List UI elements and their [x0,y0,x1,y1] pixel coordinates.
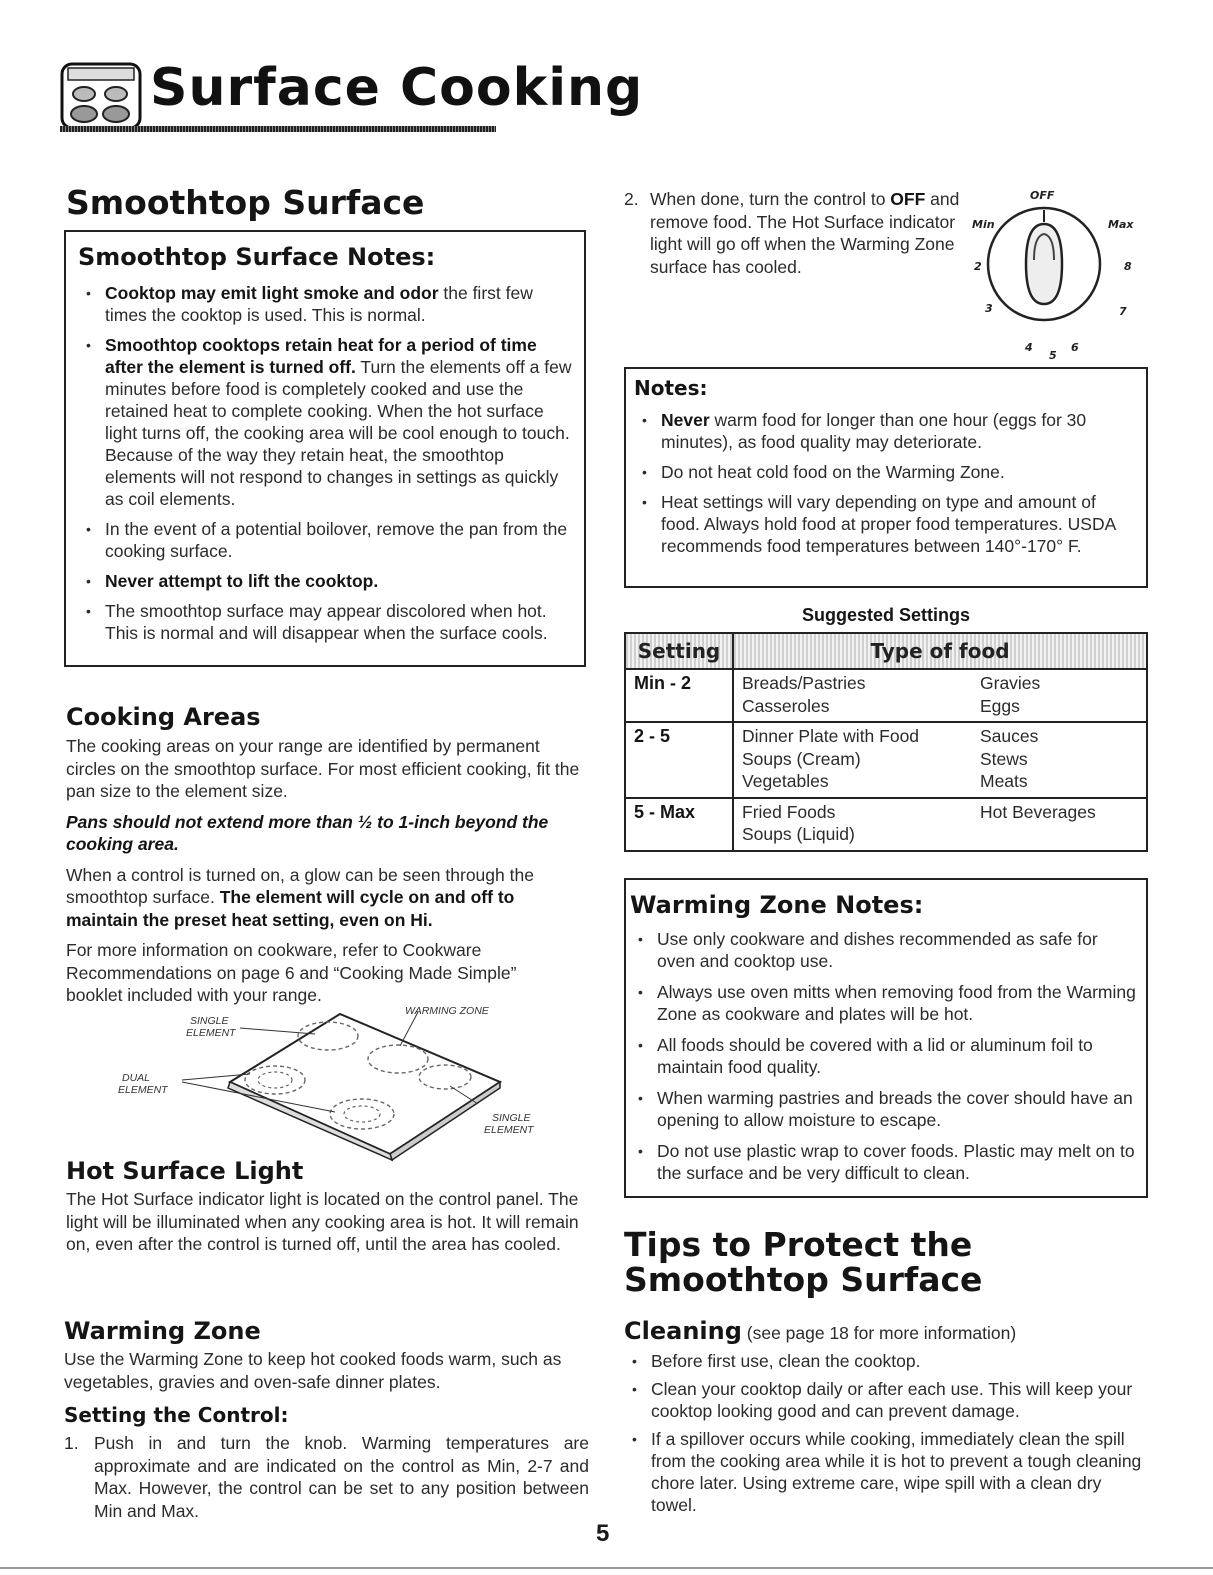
table-row: 2 - 5 Dinner Plate with Food Soups (Cream) Vegetables Sauces Stews Meats [625,722,1147,798]
hot-surface-text: The Hot Surface indicator light is located on the control panel. The light will be illuminated when any cooking area is hot. It will remain on, even after the control is turned off, until the area has cooled. [66,1189,579,1254]
list-item: • Never warm food for longer than one hour (eggs for 30 minutes), as food quality may deteriorate. [634,409,1136,453]
dial-4-label: 4 [1025,341,1033,354]
list-item: • Cooktop may emit light smoke and odor the first few times the cooktop is used. This is normal. [78,282,572,326]
dial-2-label: 2 [974,260,982,273]
bottom-rule [0,1567,1213,1569]
dial-3-label: 3 [985,302,993,315]
list-item: • When warming pastries and breads the cover should have an opening to allow moisture to escape. [630,1087,1138,1131]
dial-min-label: Min [972,218,995,231]
single-element-label: SINGLE ELEMENT [186,1015,236,1039]
smoothtop-heading: Smoothtop Surface [66,183,425,222]
smoothtop-notes-title: Smoothtop Surface Notes: [78,243,436,271]
list-item: • Before first use, clean the cooktop. [624,1350,1144,1372]
cooking-areas-text: The cooking areas on your range are identified by permanent circles on the smoothtop surface. For most efficient cooking, fit the pan size to the element size. Pans should not extend more than ½ to 1-inch beyond the cooking area. When a control is turned on, a glow can be seen through the smoothtop surface. The element will cycle on and off to maintain the preset heat setting, even on Hi. For more information on cookware, refer to Cookware Recommendations on page 6 and “Cooking Made Simple” booklet included with your range. [66,736,580,1005]
suggested-settings-table [624,632,1148,852]
single-element-label-2: SINGLE ELEMENT [484,1112,534,1136]
notes-list [634,409,1136,557]
title-underline [60,126,496,132]
list-item: • Always use oven mitts when removing food from the Warming Zone as cookware and plates will be hot. [630,981,1138,1025]
hot-surface-heading: Hot Surface Light [66,1157,304,1185]
warming-zone-label: WARMING ZONE [405,1005,489,1017]
smoothtop-notes-list [78,282,572,644]
warming-zone-text: Use the Warming Zone to keep hot cooked foods warm, such as vegetables, gravies and oven-safe dinner plates. [64,1349,562,1392]
dual-element-label: DUAL ELEMENT [118,1072,168,1096]
dial-6-label: 6 [1071,341,1079,354]
suggested-settings-title: Suggested Settings [801,605,971,625]
table-row: 5 - Max Fried Foods Soups (Liquid) Hot Beverages [625,798,1147,851]
list-item: • If a spillover occurs while cooking, immediately clean the spill from the cooking area while it is hot to prevent a tough cleaning chore later. Using extreme care, wipe spill with a clean dry towel. [624,1428,1144,1516]
notes-title: Notes: [634,376,708,400]
warming-zone-notes-box [624,878,1148,1198]
list-item: • Do not use plastic wrap to cover foods. Plastic may melt on to the surface and be very difficult to clean. [630,1140,1138,1184]
table-row: Min - 2 Breads/Pastries Casseroles Gravies Eggs [625,669,1147,722]
cooking-areas-heading: Cooking Areas [66,703,261,731]
dial-8-label: 8 [1124,260,1132,273]
warming-zone-notes-list [630,928,1138,1184]
dial-7-label: 7 [1119,305,1127,318]
step-1: 1. Push in and turn the knob. Warming temperatures are approximate and are indicated on the control as Min, 2-7 and Max. However, the control can be set to any position between Min and Max. [64,1433,589,1521]
cleaning-list [624,1350,1144,1521]
warming-zone-heading: Warming Zone [64,1317,261,1345]
setting-control-heading: Setting the Control: [64,1403,289,1427]
list-item: • All foods should be covered with a lid or aluminum foil to maintain food quality. [630,1034,1138,1078]
cleaning-heading: Cleaning (see page 18 for more information) [624,1317,1017,1345]
list-item: • Use only cookware and dishes recommended as safe for oven and cooktop use. [630,928,1138,972]
section-title: Surface Cooking [150,58,644,118]
column-header-setting: Setting [625,633,733,669]
notes-box [624,367,1148,588]
list-item: • Smoothtop cooktops retain heat for a period of time after the element is turned off. Turn the elements off a few minutes before food is completely cooked and use the retained heat to complete cooking. When the hot surface light turns off, the cooking area will be cool enough to touch. Because of the way they retain heat, the smoothtop elements will not respond to changes in settings as quickly as coil elements. [78,334,572,510]
list-item: • Heat settings will vary depending on type and amount of food. Always hold food at proper food temperatures. USDA recommends food temperatures between 140°-170° F. [634,491,1136,557]
cooktop-logo-icon [60,62,142,130]
page-number: 5 [596,1520,610,1547]
list-item: • The smoothtop surface may appear discolored when hot. This is normal and will disappear when the surface cools. [78,600,572,644]
dial-max-label: Max [1108,218,1134,231]
step-2: 2. When done, turn the control to OFF and remove food. The Hot Surface indicator light will go off when the Warming Zone surface has cooled. [624,189,960,277]
list-item: • In the event of a potential boilover, remove the pan from the cooking surface. [78,518,572,562]
column-header-food: Type of food [733,633,1147,669]
list-item: • Clean your cooktop daily or after each use. This will keep your cooktop looking good and can prevent damage. [624,1378,1144,1422]
list-item: • Never attempt to lift the cooktop. [78,570,572,592]
cooktop-diagram [100,1004,560,1164]
dial-off-label: OFF [1030,189,1055,202]
warming-zone-notes-title: Warming Zone Notes: [630,891,924,919]
dial-5-label: 5 [1049,349,1057,362]
tips-heading: Tips to Protect the Smoothtop Surface [624,1225,983,1299]
smoothtop-notes-box [64,230,586,667]
list-item: • Do not heat cold food on the Warming Zone. [634,461,1136,483]
